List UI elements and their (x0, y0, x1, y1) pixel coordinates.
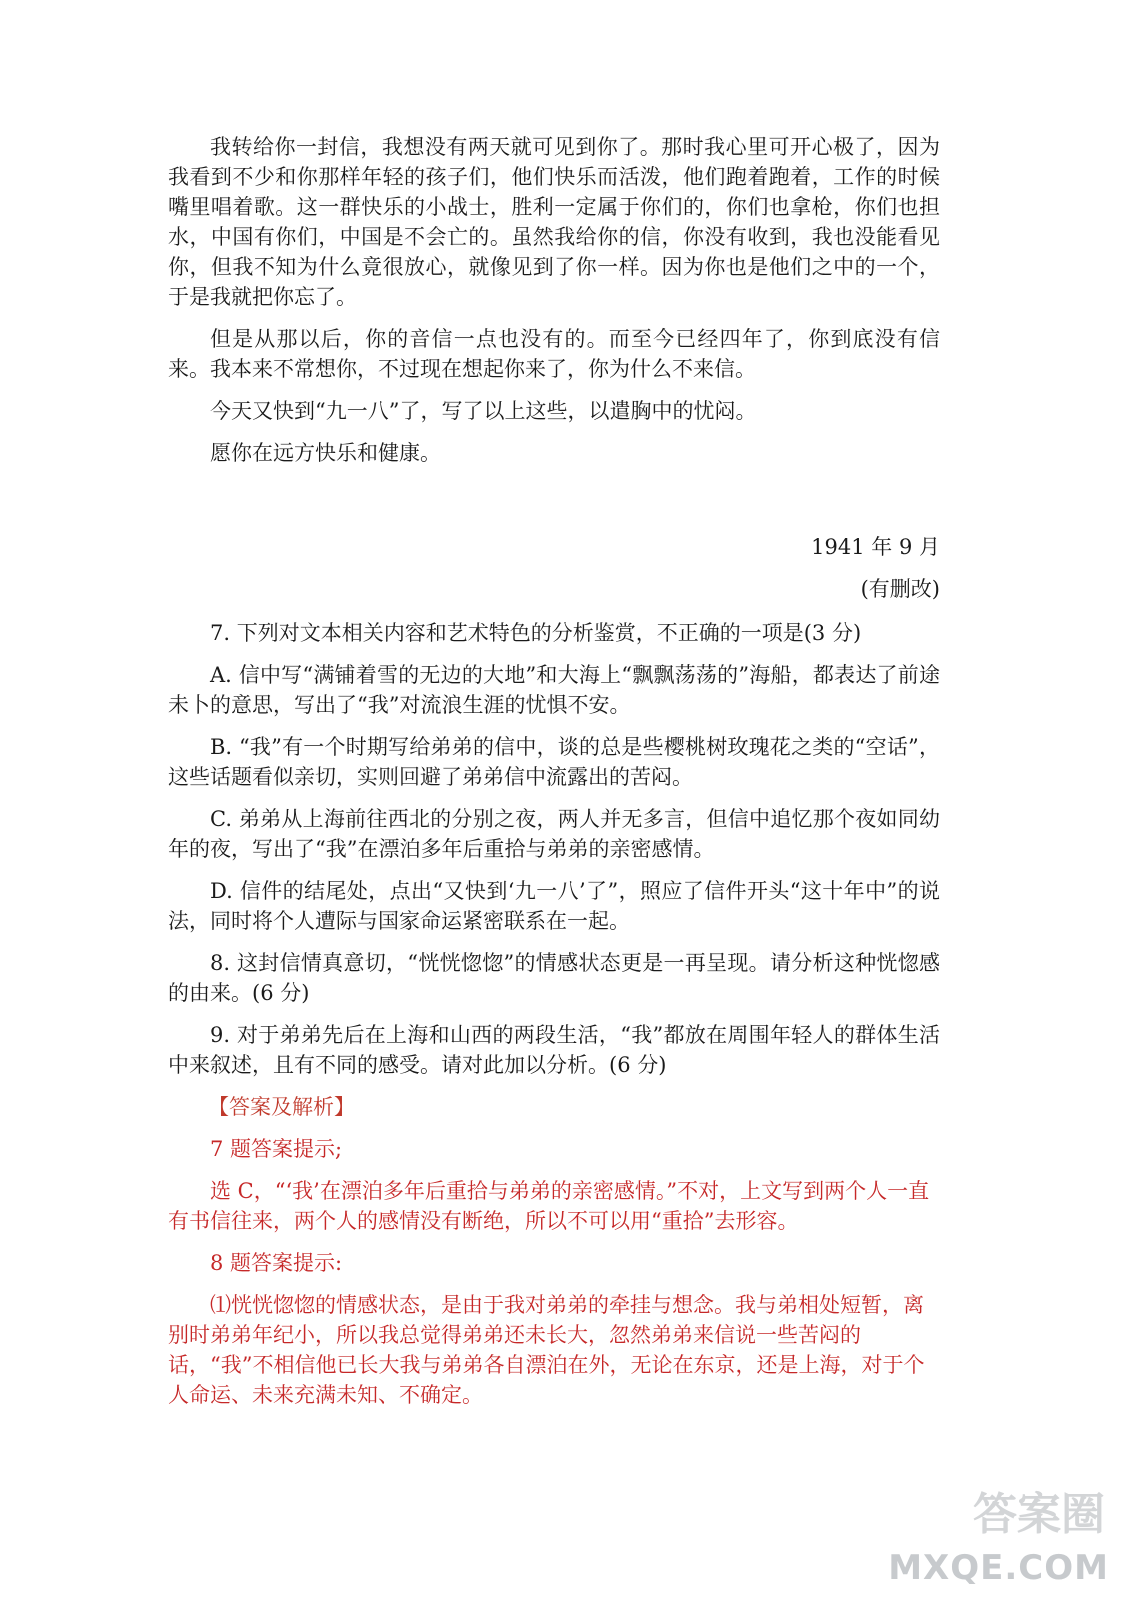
edit-note: (有删改) (860, 577, 940, 601)
answer-7-text: 选 C，“‘我’在漂泊多年后重拾与弟弟的亲密感情。”不对，上文写到两个人一直有书信往来，两个人的感情没有断绝，所以不可以用“重拾”去形容。 (168, 1179, 930, 1233)
letter-paragraph-2: 但是从那以后，你的音信一点也没有的。而至今已经四年了，你到底没有信来。我本来不常想你，不过现在想起你来了，你为什么不来信。 (168, 327, 940, 381)
option-c: C. 弟弟从上海前往西北的分别之夜，两人并无多言，但信中追忆那个夜如同幼年的夜，写出了“我”在漂泊多年后重拾与弟弟的亲密感情。 (168, 807, 940, 861)
question-9: 9. 对于弟弟先后在上海和山西的两段生活，“我”都放在周围年轻人的群体生活中来叙述，且有不同的感受。请对此加以分析。(6 分) (168, 1023, 940, 1077)
letter-paragraph-3: 今天又快到“九一八”了，写了以上这些，以遣胸中的忧闷。 (210, 399, 757, 423)
answer-8-text: ⑴恍恍惚惚的情感状态，是由于我对弟弟的牵挂与想念。我与弟相处短暂，离别时弟弟年纪小，所以我总觉得弟弟还未长大，忽然弟弟来信说一些苦闷的话，“我”不相信他已长大我与弟弟各自漂泊在外，无论在东京，还是上海，对于个人命运、未来充满未知、不确定。 (168, 1293, 925, 1407)
answer-section-header: 【答案及解析】 (208, 1095, 355, 1119)
document-page (168, 132, 940, 1422)
letter-date: 1941 年 9 月 (811, 535, 940, 559)
letter-paragraph-4: 愿你在远方快乐和健康。 (210, 441, 441, 465)
option-a: A. 信中写“满铺着雪的无边的大地”和大海上“飘飘荡荡的”海船，都表达了前途未卜的意思，写出了“我”对流浪生涯的忧惧不安。 (168, 663, 940, 717)
answer-8-heading: 8 题答案提示: (210, 1251, 343, 1275)
watermark-site-text: MXQE.COM (888, 1548, 1109, 1588)
watermark-logo (888, 1478, 1109, 1588)
question-8: 8. 这封信情真意切，“恍恍惚惚”的情感状态更是一再呈现。请分析这种恍惚感的由来。(6 分) (168, 951, 940, 1005)
answer-7-heading: 7 题答案提示; (210, 1137, 343, 1161)
question-7: 7. 下列对文本相关内容和艺术特色的分析鉴赏，不正确的一项是(3 分) (210, 621, 862, 645)
letter-paragraph-1: 我转给你一封信，我想没有两天就可见到你了。那时我心里可开心极了，因为我看到不少和你那样年轻的孩子们，他们快乐而活泼，他们跑着跑着，工作的时候嘴里唱着歌。这一群快乐的小战士，胜利一定属于你们的，你们也拿枪，你们也担水，中国有你们，中国是不会亡的。虽然我给你的信，你没有收到，我也没能看见你，但我不知为什么竟很放心，就像见到了你一样。因为你也是他们之中的一个，于是我就把你忘了。 (168, 135, 940, 309)
option-d: D. 信件的结尾处，点出“又快到‘九一八’了”，照应了信件开头“这十年中”的说法，同时将个人遭际与国家命运紧密联系在一起。 (168, 879, 940, 933)
option-b: B. “我”有一个时期写给弟弟的信中，谈的总是些樱桃树玫瑰花之类的“空话”，这些话题看似亲切，实则回避了弟弟信中流露出的苦闷。 (168, 735, 940, 789)
watermark-top-text: 答案圈 (973, 1489, 1105, 1540)
